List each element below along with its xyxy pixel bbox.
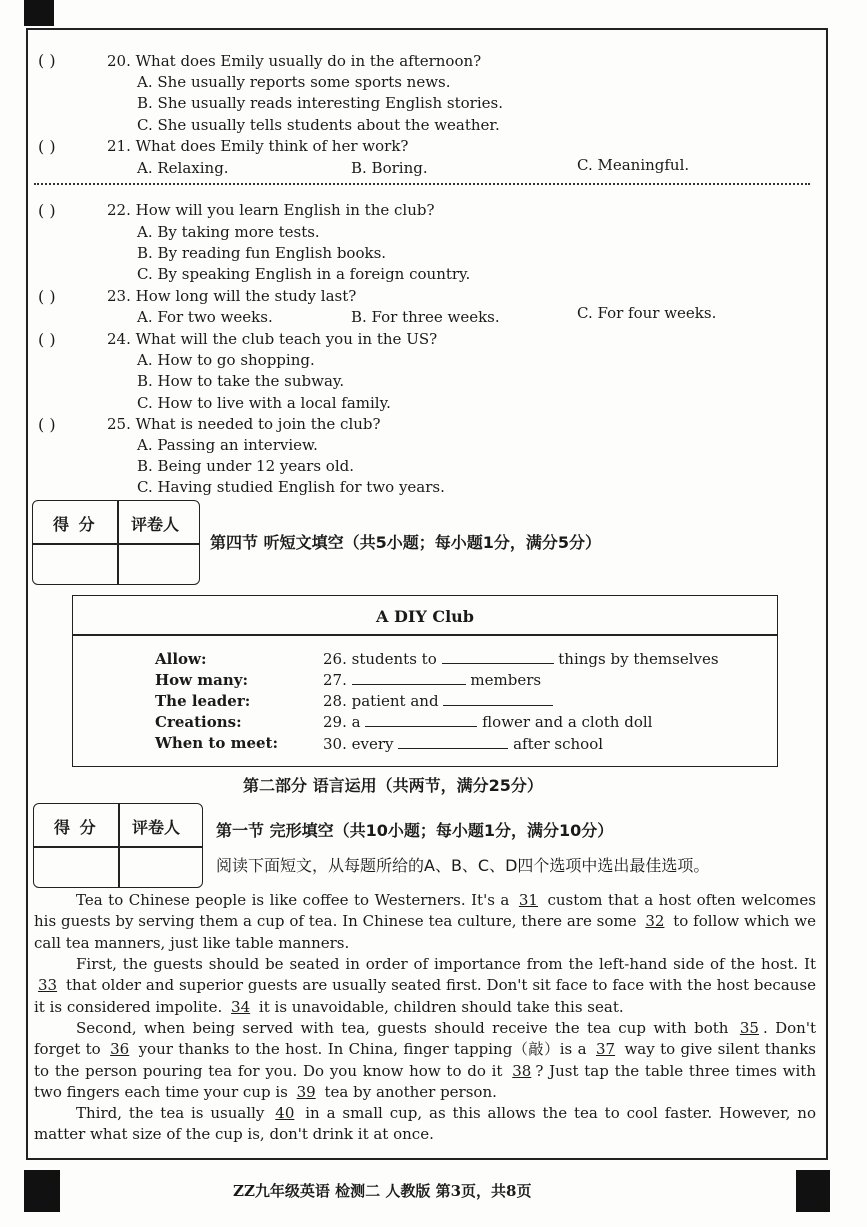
cloze-instruction: 阅读下面短文，从每题所给的A、B、C、D四个选项中选出最佳选项。 [216, 856, 710, 875]
blank-37[interactable]: 37 [595, 1040, 616, 1059]
option-22-a: A. By taking more tests. [137, 223, 320, 241]
question-text: What does Emily usually do in the afternoon? [135, 52, 482, 70]
page-footer: ZZ九年级英语 检测二 人教版 第3页，共8页 [233, 1182, 532, 1200]
row-30: 30. every after school [323, 735, 604, 753]
option-25-a: A. Passing an interview. [137, 436, 318, 454]
blank-32[interactable]: 32 [645, 912, 665, 931]
blank-34[interactable]: 34 [231, 997, 251, 1016]
question-text: How long will the study last? [135, 287, 357, 305]
answer-paren-25[interactable]: ( ) [38, 415, 56, 434]
passage-paragraph-3: Second, when being served with tea, guests should receive the tea cup with both 35 . Don't forget to 36 your thanks to the host. In China, finger tapping（敲）is a 37 way to give silent thanks to the person pouring tea for you. Do you know how to do it 38 ? Just tap the table three times with two fingers each time your cup is 39 tea by another person. [34, 1019, 816, 1101]
question-number: 25. [107, 415, 131, 433]
row-label-allow: Allow: [155, 650, 207, 668]
option-24-b: B. How to take the subway. [137, 372, 345, 390]
option-24-c: C. How to live with a local family. [137, 394, 391, 412]
question-text: What does Emily think of her work? [135, 137, 409, 155]
grader-label: 评卷人 [131, 515, 180, 534]
row-label-creations: Creations: [155, 713, 242, 731]
answer-paren-22[interactable]: ( ) [38, 201, 56, 220]
question-20 [107, 52, 481, 70]
blank-29[interactable] [365, 714, 477, 727]
question-number: 20. [107, 52, 131, 70]
option-25-b: B. Being under 12 years old. [137, 457, 355, 475]
answer-paren-23[interactable]: ( ) [38, 287, 56, 306]
frame-right-border [826, 28, 828, 1158]
question-text: How will you learn English in the club? [135, 201, 435, 219]
option-23-c: C. For four weeks. [577, 304, 717, 322]
blank-27[interactable] [352, 672, 466, 685]
question-23 [107, 287, 356, 305]
passage-paragraph-4: Third, the tea is usually 40 in a small cup, as this allows the tea to cool faster. However, no matter what size of the cup is, don't drink it at once. [34, 1104, 816, 1144]
blank-35[interactable]: 35 [739, 1019, 759, 1037]
grader-input-cell[interactable] [119, 545, 199, 583]
section4-title: 第四节 听短文填空（共5小题；每小题1分，满分5分） [210, 533, 601, 552]
question-number: 22. [107, 201, 131, 219]
row-27: 27. members [323, 671, 542, 689]
option-24-a: A. How to go shopping. [137, 351, 315, 369]
row-28: 28. patient and [323, 692, 553, 710]
blank-39[interactable]: 39 [296, 1082, 316, 1101]
blank-33[interactable]: 33 [38, 976, 58, 995]
dotted-separator [34, 183, 810, 185]
row-label-when: When to meet: [155, 734, 279, 752]
row-label-leader: The leader: [155, 692, 251, 710]
question-number: 24. [107, 330, 131, 348]
grader-label: 评卷人 [132, 818, 181, 837]
table-title: A DIY Club [376, 607, 474, 626]
answer-paren-21[interactable]: ( ) [38, 137, 56, 156]
blank-40[interactable]: 40 [275, 1104, 295, 1122]
passage-paragraph-2: First, the guests should be seated in order of importance from the left-hand side of the host. It 33 that older and superior guests are usually seated first. Don't sit face to face with the host because it is considered impolite. 34 it is unavoidable, children should take this seat. [34, 955, 816, 1016]
option-22-b: B. By reading fun English books. [137, 244, 387, 262]
grader-input-cell[interactable] [120, 848, 202, 886]
passage-paragraph-1: Tea to Chinese people is like coffee to Westerners. It's a 31 custom that a host often welcomes his guests by serving them a cup of tea. In Chinese tea culture, there are some 32 to follow which we call tea manners, just like table manners. [34, 891, 816, 952]
blank-26[interactable] [442, 651, 554, 664]
score-label: 得 分 [53, 515, 97, 534]
score-input-cell[interactable] [34, 848, 118, 886]
registration-mark-bottom-left [24, 1170, 60, 1212]
question-text: What will the club teach you in the US? [135, 330, 438, 348]
question-22 [107, 201, 435, 219]
option-25-c: C. Having studied English for two years. [137, 478, 445, 496]
score-label: 得 分 [54, 818, 98, 837]
row-label-how-many: How many: [155, 671, 249, 689]
score-box-cloze [33, 803, 203, 888]
frame-bottom-border [26, 1158, 828, 1160]
blank-31[interactable]: 31 [518, 891, 538, 909]
option-22-c: C. By speaking English in a foreign country. [137, 265, 471, 283]
option-23-b: B. For three weeks. [351, 308, 500, 326]
score-box-section4 [32, 500, 200, 585]
blank-28[interactable] [443, 693, 553, 706]
option-20-b: B. She usually reads interesting English stories. [137, 94, 503, 112]
option-21-c: C. Meaningful. [577, 156, 690, 174]
option-21-b: B. Boring. [351, 159, 428, 177]
answer-paren-24[interactable]: ( ) [38, 330, 56, 349]
question-25 [107, 415, 381, 433]
question-21 [107, 137, 408, 155]
question-number: 23. [107, 287, 131, 305]
option-20-c: C. She usually tells students about the weather. [137, 116, 500, 134]
registration-mark-bottom-right [796, 1170, 830, 1212]
option-23-a: A. For two weeks. [137, 308, 273, 326]
score-input-cell[interactable] [33, 545, 117, 583]
blank-30[interactable] [398, 736, 508, 749]
row-29: 29. a flower and a cloth doll [323, 713, 653, 731]
blank-36[interactable]: 36 [110, 1040, 130, 1059]
option-21-a: A. Relaxing. [137, 159, 229, 177]
question-number: 21. [107, 137, 131, 155]
question-text: What is needed to join the club? [135, 415, 381, 433]
part2-title: 第二部分 语言运用（共两节，满分25分） [243, 776, 543, 795]
option-20-a: A. She usually reports some sports news. [137, 73, 451, 91]
answer-paren-20[interactable]: ( ) [38, 51, 56, 70]
row-26: 26. students to things by themselves [323, 650, 719, 668]
cloze-title: 第一节 完形填空（共10小题；每小题1分，满分10分） [216, 821, 614, 840]
registration-mark-top-left [24, 0, 54, 26]
frame-top-border [26, 28, 826, 30]
blank-38[interactable]: 38 [512, 1061, 532, 1080]
question-24 [107, 330, 437, 348]
frame-left-border [26, 28, 28, 1158]
